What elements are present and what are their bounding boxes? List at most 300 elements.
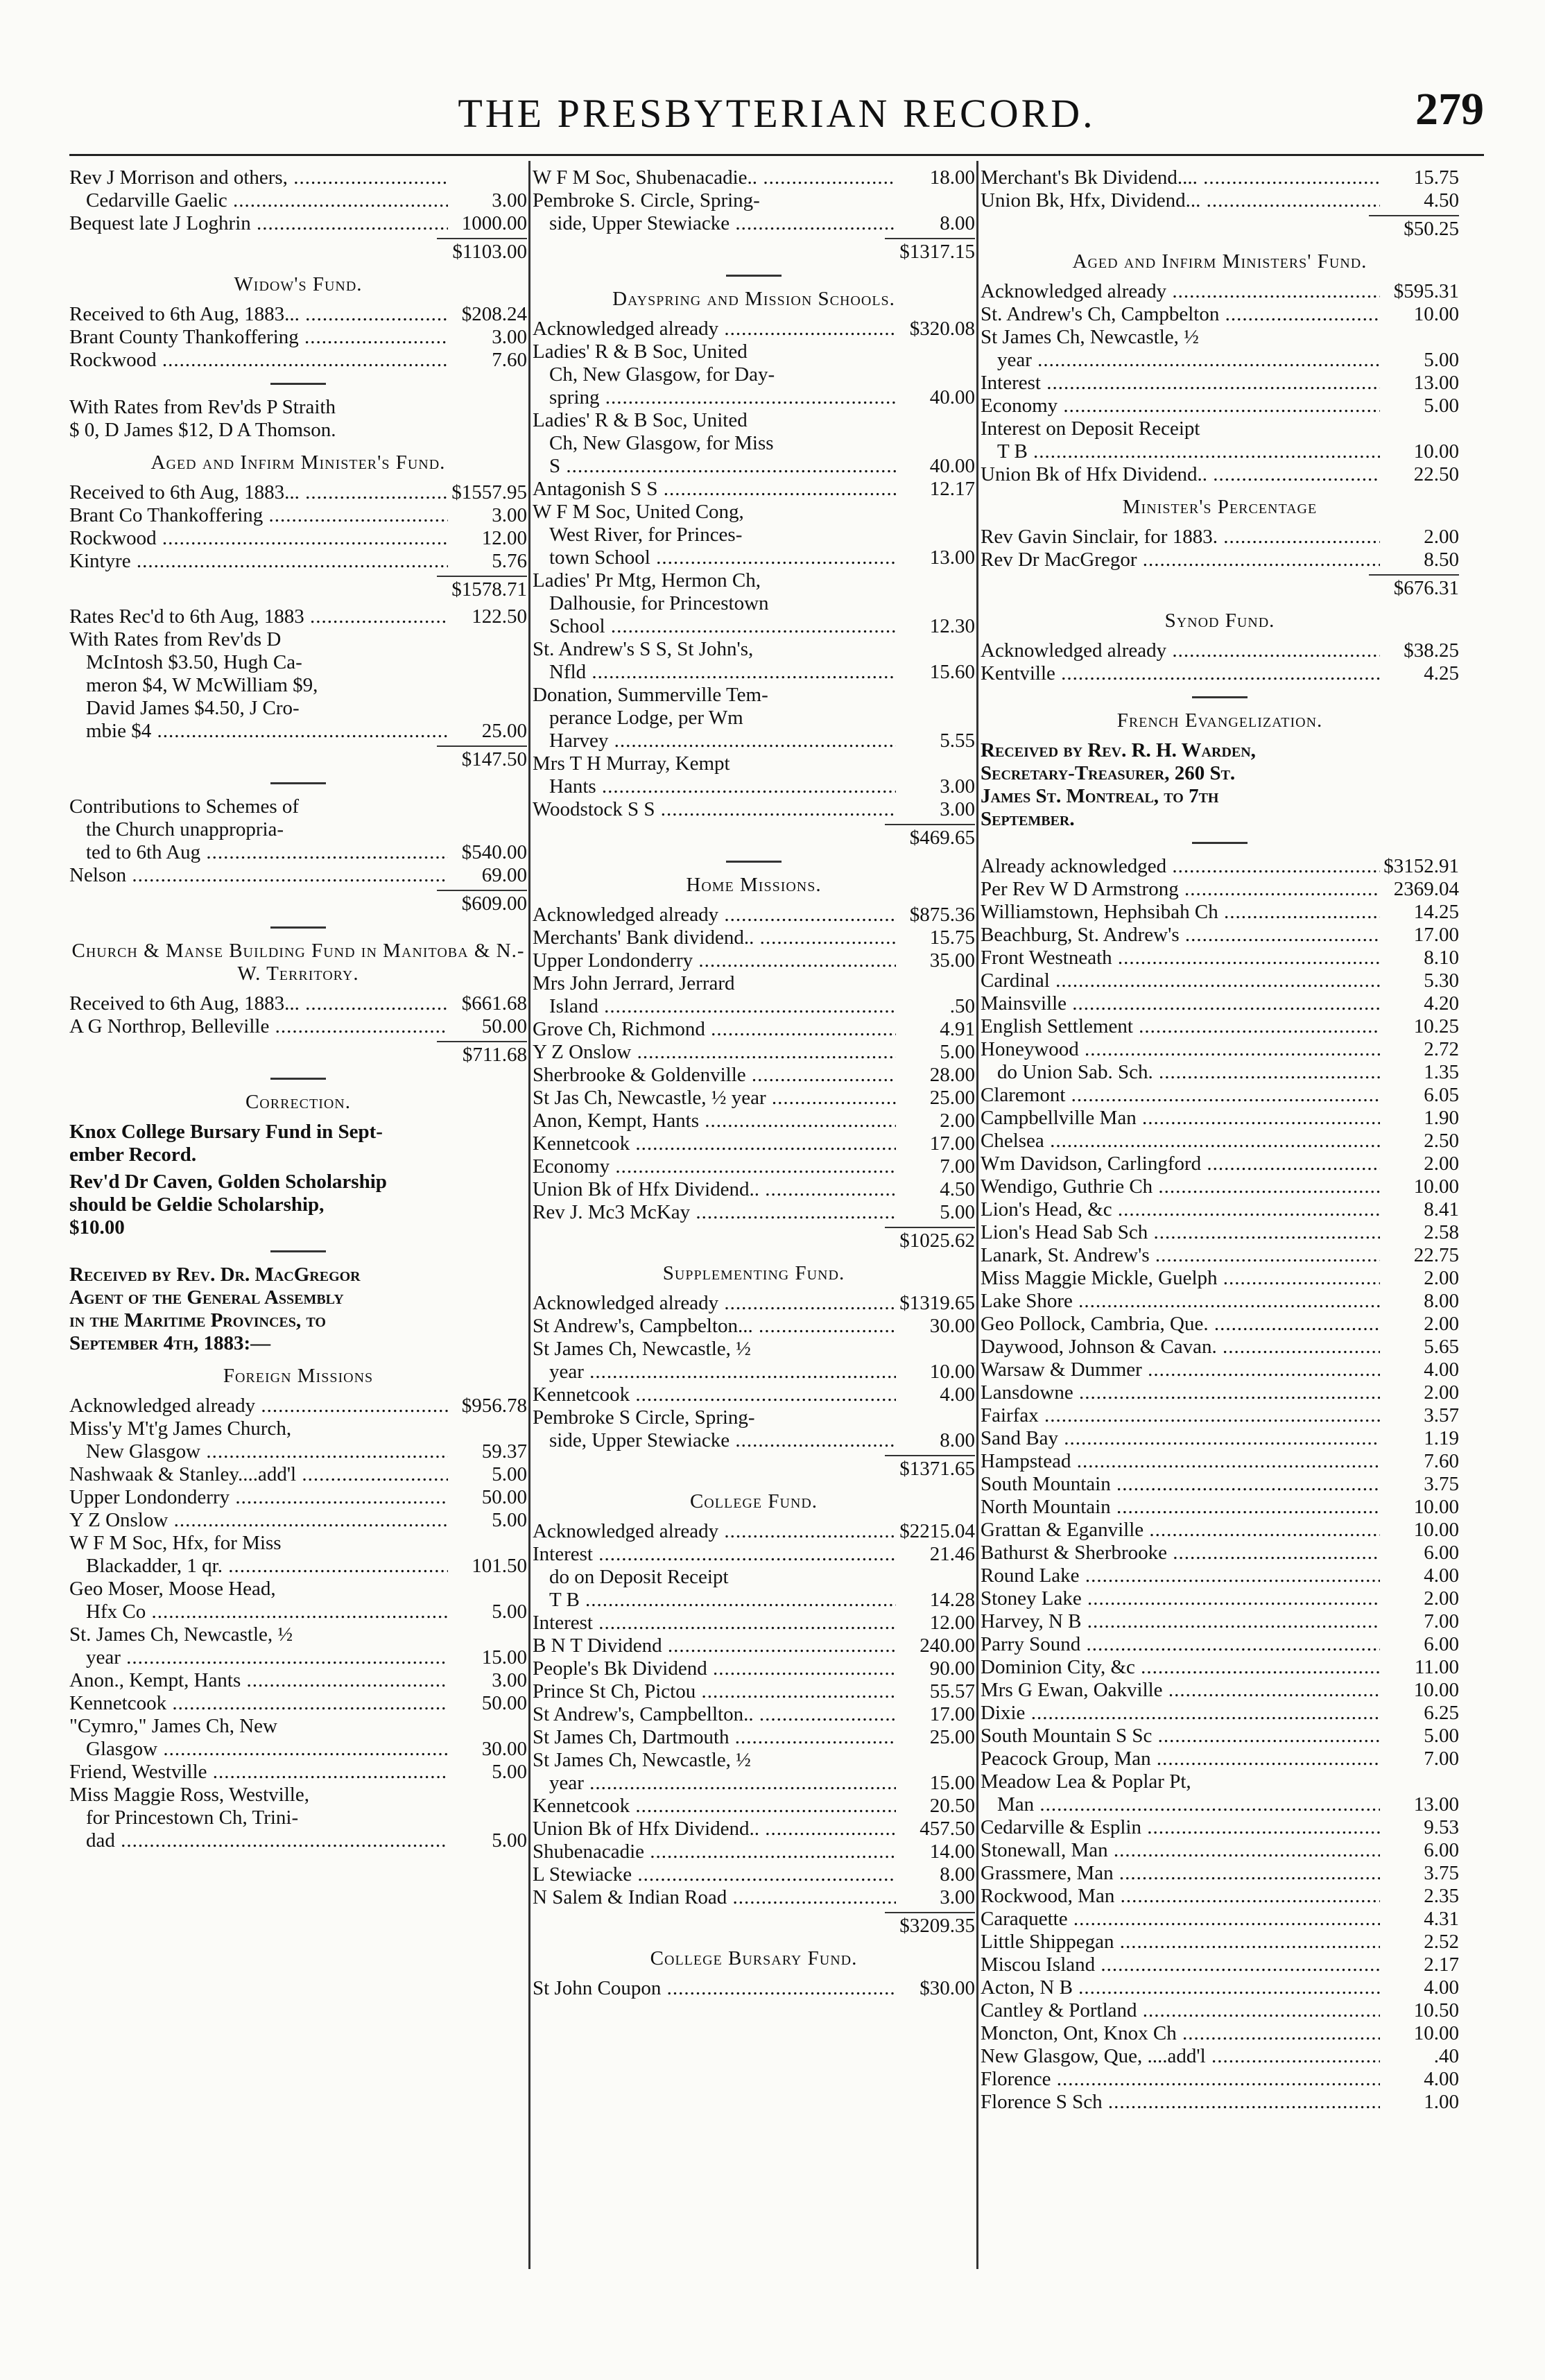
entry-amount: 5.00 [1424, 1725, 1459, 1747]
entry-label: Pembroke S. Circle, Spring- [533, 189, 760, 212]
entry-amount: 8.10 [1424, 947, 1459, 969]
entry-row [533, 432, 975, 455]
entry-row [533, 409, 975, 432]
entry-amount: 10.00 [1413, 440, 1459, 463]
entry-amount: 2.35 [1424, 1885, 1459, 1907]
entry-label: Interest on Deposit Receipt [981, 417, 1200, 440]
entry-label: Acknowledged already ..... [69, 1395, 448, 1417]
entry-label: Kennetcook ..... [533, 1383, 896, 1406]
entry-row [533, 1406, 975, 1429]
entry-amount: $875.36 [909, 904, 975, 926]
entry-label: Dixie ..... [981, 1702, 1380, 1725]
entry-row [981, 372, 1459, 395]
entry-label: side, Upper Stewiacke ..... [533, 1429, 896, 1452]
entry-label: Rockwood ..... [69, 527, 448, 550]
entry-row [69, 1440, 527, 1463]
entry-row [69, 841, 527, 864]
entry-amount: 12.00 [929, 1612, 975, 1634]
subtotal: $1578.71 [437, 576, 527, 601]
entry-amount: 1.00 [1424, 2091, 1459, 2113]
entry-row [981, 1633, 1459, 1656]
entry-amount: 9.53 [1424, 1816, 1459, 1838]
entry-label: Received to 6th Aug, 1883... ..... [69, 303, 448, 326]
section-heading: College Fund. [689, 1490, 818, 1512]
section-heading: Supplementing Fund. [662, 1262, 845, 1284]
entry-row [533, 1680, 975, 1703]
entry-row [533, 926, 975, 949]
entry-amount: 6.00 [1424, 1542, 1459, 1564]
entry-label: W F M Soc, United Cong, [533, 501, 744, 523]
entry-amount: 2.00 [1424, 1587, 1459, 1610]
entry-row [981, 1107, 1459, 1130]
entry-amount: 22.50 [1413, 463, 1459, 485]
entry-label: Acknowledged already ..... [533, 1520, 896, 1543]
column-divider [976, 161, 978, 2269]
entry-amount: 5.65 [1424, 1336, 1459, 1358]
entry-label: Mrs G Ewan, Oakville ..... [981, 1679, 1380, 1702]
entry-label: Glasgow ..... [69, 1738, 448, 1761]
entry-row [533, 212, 975, 235]
entry-row [981, 1748, 1459, 1770]
entry-amount: $540.00 [461, 841, 527, 863]
entry-row [69, 1623, 527, 1646]
entry-row [981, 1267, 1459, 1290]
entry-row [981, 1130, 1459, 1153]
entry-row [981, 303, 1459, 326]
entry-label: Grassmere, Man ..... [981, 1862, 1380, 1885]
entry-label: Woodstock S S ..... [533, 798, 896, 821]
entry-amount: 30.00 [929, 1315, 975, 1337]
entry-label: Geo Pollock, Cambria, Que. ..... [981, 1313, 1380, 1336]
entry-row [69, 504, 527, 527]
entry-amount: .40 [1433, 2045, 1459, 2067]
entry-label: Man ..... [981, 1793, 1380, 1816]
separator-rule [270, 782, 326, 784]
entry-row [981, 1770, 1459, 1793]
entry-amount: 10.00 [1413, 2022, 1459, 2044]
entry-row [533, 1155, 975, 1178]
entry-label: Ladies' Pr Mtg, Hermon Ch, [533, 569, 761, 592]
entry-label: Y Z Onslow ..... [69, 1509, 448, 1532]
entry-amount: 2.72 [1424, 1038, 1459, 1060]
entry-row [69, 1806, 527, 1829]
entry-row [981, 1198, 1459, 1221]
entry-row [981, 1404, 1459, 1427]
entry-row [533, 1818, 975, 1840]
entry-label: Little Shippegan ..... [981, 1931, 1380, 1954]
entry-label: Island ..... [533, 995, 896, 1018]
entry-amount: $38.25 [1404, 639, 1459, 662]
entry-amount: 4.50 [940, 1178, 975, 1200]
entry-amount: 5.00 [492, 1761, 527, 1783]
entry-label: Geo Moser, Moose Head, [69, 1578, 276, 1600]
entry-label: Parry Sound ..... [981, 1633, 1380, 1656]
separator-rule [726, 861, 782, 863]
entry-label: St James Ch, Newcastle, ½ [981, 326, 1199, 348]
entry-label: Sherbrooke & Goldenville ..... [533, 1064, 896, 1087]
entry-label: Chelsea ..... [981, 1130, 1380, 1153]
text-line: David James $4.50, J Cro- [86, 697, 300, 719]
entry-label: Hants ..... [533, 775, 896, 798]
text-line: the Church unappropria- [86, 818, 284, 840]
entry-row [981, 1656, 1459, 1679]
entry-amount: 4.50 [1424, 189, 1459, 212]
entry-row [981, 1702, 1459, 1725]
entry-row [981, 395, 1459, 417]
entry-label: Kintyre ..... [69, 550, 448, 573]
entry-amount: 4.25 [1424, 662, 1459, 684]
entry-row [69, 527, 527, 550]
entry-row [69, 1395, 527, 1417]
entry-label: year ..... [69, 1646, 448, 1669]
entry-label: Ladies' R & B Soc, United [533, 340, 748, 363]
entry-row [69, 1715, 527, 1738]
entry-label: Cedarville Gaelic ..... [69, 189, 448, 212]
entry-row [69, 992, 527, 1015]
entry-label: Interest ..... [533, 1612, 896, 1635]
entry-label: Rockwood ..... [69, 349, 448, 372]
entry-row [69, 1015, 527, 1038]
entry-label: Meadow Lea & Poplar Pt, [981, 1770, 1191, 1793]
entry-label: St. Andrew's S S, St John's, [533, 638, 754, 660]
entry-label: Economy ..... [981, 395, 1380, 417]
separator-rule [1192, 696, 1248, 698]
entry-label: Acknowledged already ..... [981, 639, 1380, 662]
entry-row [533, 752, 975, 775]
entry-row [533, 363, 975, 386]
entry-amount: 20.50 [929, 1795, 975, 1817]
entry-amount: 2369.04 [1393, 878, 1459, 900]
entry-label: Received to 6th Aug, 1883... ..... [69, 992, 448, 1015]
entry-amount: 14.00 [929, 1840, 975, 1863]
entry-label: Peacock Group, Man ..... [981, 1748, 1380, 1770]
entry-label: Nashwaak & Stanley....add'l ..... [69, 1463, 448, 1486]
entry-amount: 50.00 [481, 1486, 527, 1508]
entry-label: Caraquette ..... [981, 1908, 1380, 1931]
entry-row [69, 212, 527, 235]
entry-row [981, 855, 1459, 878]
entry-row [69, 326, 527, 349]
entry-amount: 1.19 [1424, 1427, 1459, 1449]
entry-label: Anon, Kempt, Hants ..... [533, 1110, 896, 1132]
entry-row [981, 1450, 1459, 1473]
entry-row [981, 1793, 1459, 1816]
entry-row [533, 707, 975, 730]
entry-label: side, Upper Stewiacke ..... [533, 212, 896, 235]
text-line: meron $4, W McWilliam $9, [86, 674, 318, 696]
column-right [981, 166, 1459, 2337]
entry-label: Ch, New Glasgow, for Miss [549, 432, 774, 454]
entry-row [981, 349, 1459, 372]
entry-amount: 30.00 [481, 1738, 527, 1760]
entry-label: do Union Sab. Sch. ..... [981, 1061, 1380, 1084]
entry-row [533, 1726, 975, 1749]
entry-label: Ladies' R & B Soc, United [533, 409, 748, 431]
separator-rule [1192, 842, 1248, 844]
entry-label: year ..... [981, 349, 1380, 372]
entry-label: Antagonish S S ..... [533, 478, 896, 501]
subtotal: $1025.62 [885, 1227, 975, 1252]
entry-amount: $661.68 [461, 992, 527, 1015]
subtotal: $469.65 [885, 824, 975, 850]
entry-label: Campbellville Man ..... [981, 1107, 1380, 1130]
entry-label: Blackadder, 1 qr. ..... [69, 1555, 448, 1578]
entry-label: Cantley & Portland ..... [981, 1999, 1380, 2022]
entry-label: Wendigo, Guthrie Ch ..... [981, 1175, 1380, 1198]
entry-row [533, 318, 975, 340]
entry-amount: 2.00 [1424, 1313, 1459, 1335]
entry-row [981, 2045, 1459, 2068]
entry-row [533, 661, 975, 684]
entry-row [533, 1566, 975, 1589]
entry-amount: 10.00 [1413, 1679, 1459, 1701]
subtotal: $1317.15 [885, 238, 975, 264]
entry-label: Miss Maggie Ross, Westville, [69, 1784, 309, 1806]
section-heading: Aged and Infirm Minister's Fund. [150, 451, 446, 474]
entry-amount: 240.00 [920, 1635, 975, 1657]
entry-label: St Jas Ch, Newcastle, ½ year ..... [533, 1087, 896, 1110]
entry-amount: 8.00 [940, 1863, 975, 1886]
entry-label: Lansdowne ..... [981, 1381, 1380, 1404]
entry-row [533, 524, 975, 546]
entry-row [533, 798, 975, 821]
entry-row [533, 1749, 975, 1772]
entry-label: Acknowledged already ..... [533, 904, 896, 926]
entry-label: W F M Soc, Hfx, for Miss [69, 1532, 282, 1554]
entry-row [981, 969, 1459, 992]
entry-amount: $1319.65 [899, 1292, 975, 1314]
entry-label: Union Bk of Hfx Dividend.. ..... [533, 1818, 896, 1840]
column-divider [528, 161, 530, 2269]
subtotal: $609.00 [437, 890, 527, 915]
entry-amount: $2215.04 [899, 1520, 975, 1542]
entry-amount: 11.00 [1414, 1656, 1459, 1678]
entry-label: Lake Shore ..... [981, 1290, 1380, 1313]
entry-row [981, 1084, 1459, 1107]
entry-amount: 2.50 [1424, 1130, 1459, 1152]
entry-label: English Settlement ..... [981, 1015, 1380, 1038]
entry-row [533, 1795, 975, 1818]
entry-label: Florence S Sch ..... [981, 2091, 1380, 2114]
entry-row [981, 1839, 1459, 1862]
entry-amount: 4.20 [1424, 992, 1459, 1015]
entry-row [533, 1110, 975, 1132]
entry-row [69, 1555, 527, 1578]
entry-amount: 8.00 [940, 212, 975, 234]
entry-row [981, 189, 1459, 212]
entry-row [533, 730, 975, 752]
entry-amount: 5.00 [492, 1463, 527, 1485]
entry-row [69, 166, 527, 189]
entry-label: Donation, Summerville Tem- [533, 684, 768, 706]
entry-row [533, 1772, 975, 1795]
entry-label: B N T Dividend ..... [533, 1635, 896, 1657]
entry-row [981, 878, 1459, 901]
entry-label: St James Ch, Newcastle, ½ [533, 1749, 751, 1771]
entry-row [69, 1784, 527, 1806]
entry-label: Kennetcook ..... [533, 1132, 896, 1155]
entry-amount: 2.00 [940, 1110, 975, 1132]
entry-label: Kennetcook ..... [69, 1692, 448, 1715]
entry-label: Prince St Ch, Pictou ..... [533, 1680, 896, 1703]
entry-label: Beachburg, St. Andrew's ..... [981, 924, 1380, 947]
entry-amount: 55.57 [929, 1680, 975, 1702]
entry-label: Shubenacadie ..... [533, 1840, 896, 1863]
entry-row [69, 1463, 527, 1486]
entry-row [533, 501, 975, 524]
entry-row [981, 1976, 1459, 1999]
entry-row [533, 166, 975, 189]
entry-amount: 3.57 [1424, 1404, 1459, 1426]
entry-row [69, 1646, 527, 1669]
entry-amount: $1557.95 [451, 481, 527, 503]
entry-label: Interest ..... [533, 1543, 896, 1566]
entry-amount: 10.00 [929, 1361, 975, 1383]
entry-row [533, 569, 975, 592]
entry-amount: 8.00 [1424, 1290, 1459, 1312]
entry-amount: 2.52 [1424, 1931, 1459, 1953]
entry-row [981, 1931, 1459, 1954]
entry-row [533, 1863, 975, 1886]
entry-amount: 17.00 [929, 1132, 975, 1155]
entry-label: Per Rev W D Armstrong ..... [981, 878, 1380, 901]
entry-label: Williamstown, Hephsibah Ch ..... [981, 901, 1380, 924]
entry-label: Rev Dr MacGregor ..... [981, 549, 1380, 571]
entry-amount: $30.00 [920, 1977, 975, 1999]
separator-rule [270, 1250, 326, 1252]
entry-label: Ch, New Glasgow, for Day- [549, 363, 775, 386]
subtotal: $3209.35 [885, 1912, 975, 1938]
entry-amount: 21.46 [929, 1543, 975, 1565]
entry-label: St James Ch, Dartmouth ..... [533, 1726, 896, 1749]
entry-label: Lion's Head Sab Sch ..... [981, 1221, 1380, 1244]
entry-label: Hfx Co ..... [69, 1601, 448, 1623]
entry-amount: 5.00 [940, 1201, 975, 1223]
entry-row [533, 1383, 975, 1406]
section-heading: Aged and Infirm Ministers' Fund. [1072, 250, 1367, 273]
entry-amount: $3152.91 [1383, 855, 1459, 877]
entry-label: Friend, Westville ..... [69, 1761, 448, 1784]
section-heading: Foreign Missions [223, 1365, 374, 1387]
entry-label: Rev J Morrison and others, ..... [69, 166, 448, 189]
entry-row [981, 2022, 1459, 2045]
entry-amount: 10.00 [1413, 1519, 1459, 1541]
entry-amount: 4.00 [1424, 1564, 1459, 1587]
entry-amount: 8.00 [940, 1429, 975, 1451]
entry-label: Pembroke S Circle, Spring- [533, 1406, 755, 1429]
entry-row [981, 1061, 1459, 1084]
entry-amount: 2.00 [1424, 1153, 1459, 1175]
entry-label: Merchants' Bank dividend.. ..... [533, 926, 896, 949]
entry-label: Mrs John Jerrard, Jerrard [533, 972, 735, 994]
entry-row [533, 1886, 975, 1909]
entry-amount: 5.30 [1424, 969, 1459, 992]
entry-row [69, 1601, 527, 1623]
entry-row [533, 1315, 975, 1338]
entry-amount: 2.00 [1424, 526, 1459, 548]
entry-amount: 4.31 [1424, 1908, 1459, 1930]
entry-label: Florence ..... [981, 2068, 1380, 2091]
entry-amount: 18.00 [929, 166, 975, 189]
entry-row [981, 1175, 1459, 1198]
entry-label: N Salem & Indian Road ..... [533, 1886, 896, 1909]
entry-label: Nfld ..... [533, 661, 896, 684]
entry-row [533, 638, 975, 661]
section-heading: Church & Manse Building Fund in Manitoba & N.-W. Territory. [71, 940, 525, 985]
rates-note: With Rates from Rev'ds P Straith $ 0, D James $12, D A Thomson. [69, 396, 336, 441]
entry-label: Union Bk of Hfx Dividend.. ..... [981, 463, 1380, 486]
entry-amount: 6.00 [1424, 1633, 1459, 1655]
entry-label: Anon., Kempt, Hants ..... [69, 1669, 448, 1692]
entry-label: Dominion City, &c ..... [981, 1656, 1380, 1679]
entry-row [533, 455, 975, 478]
entry-row [981, 1496, 1459, 1519]
entry-row [981, 463, 1459, 486]
entry-amount: 7.00 [1424, 1748, 1459, 1770]
entry-label: Union Bk, Hfx, Dividend... ..... [981, 189, 1380, 212]
separator-rule [270, 1078, 326, 1080]
entry-row [533, 1635, 975, 1657]
entry-label: South Mountain ..... [981, 1473, 1380, 1496]
entry-label: New Glasgow, Que, ....add'l ..... [981, 2045, 1380, 2068]
entry-amount: 35.00 [929, 949, 975, 972]
entry-amount: 10.50 [1413, 1999, 1459, 2021]
entry-amount: 8.50 [1424, 549, 1459, 571]
entry-amount: 4.00 [1424, 1359, 1459, 1381]
entry-label: West River, for Princes- [549, 524, 743, 546]
entry-row [981, 1313, 1459, 1336]
entry-row [981, 924, 1459, 947]
entry-row [533, 1201, 975, 1224]
entry-amount: 4.00 [1424, 1976, 1459, 1999]
entry-amount: 5.00 [492, 1829, 527, 1852]
entry-amount: 25.00 [929, 1726, 975, 1748]
entry-row [981, 662, 1459, 685]
entry-row [533, 1361, 975, 1383]
entry-amount: 3.00 [940, 798, 975, 820]
entry-amount: 10.00 [1413, 303, 1459, 325]
entry-amount: 3.00 [940, 775, 975, 797]
entry-amount: 14.28 [929, 1589, 975, 1611]
entry-row [981, 1610, 1459, 1633]
entry-amount: 13.00 [1413, 372, 1459, 394]
entry-amount: 1000.00 [461, 212, 527, 234]
subtotal: $711.68 [437, 1041, 527, 1067]
entry-label: Bequest late J Loghrin ..... [69, 212, 448, 235]
entry-label: Rev J. Mc3 McKay ..... [533, 1201, 896, 1224]
entry-row [981, 326, 1459, 349]
entry-row [981, 2091, 1459, 2114]
entry-amount: 17.00 [929, 1703, 975, 1725]
text-line: Contributions to Schemes of [69, 795, 300, 818]
entry-row [69, 1532, 527, 1555]
entry-label: Honeywood ..... [981, 1038, 1380, 1061]
entry-amount: 3.00 [492, 326, 527, 348]
page-header [69, 83, 1484, 159]
entry-row [533, 592, 975, 615]
entry-amount: 14.25 [1413, 901, 1459, 923]
entry-amount: 15.75 [1413, 166, 1459, 189]
entry-label: Mainsville ..... [981, 992, 1380, 1015]
entry-row [69, 864, 527, 887]
entry-row [69, 1578, 527, 1601]
entry-row [981, 1816, 1459, 1839]
header-rule [69, 154, 1484, 156]
entry-amount: $208.24 [461, 303, 527, 325]
section-heading: College Bursary Fund. [650, 1947, 858, 1969]
entry-amount: 7.60 [1424, 1450, 1459, 1472]
entry-row: mbie $4 ..... 25.00 [69, 720, 527, 743]
